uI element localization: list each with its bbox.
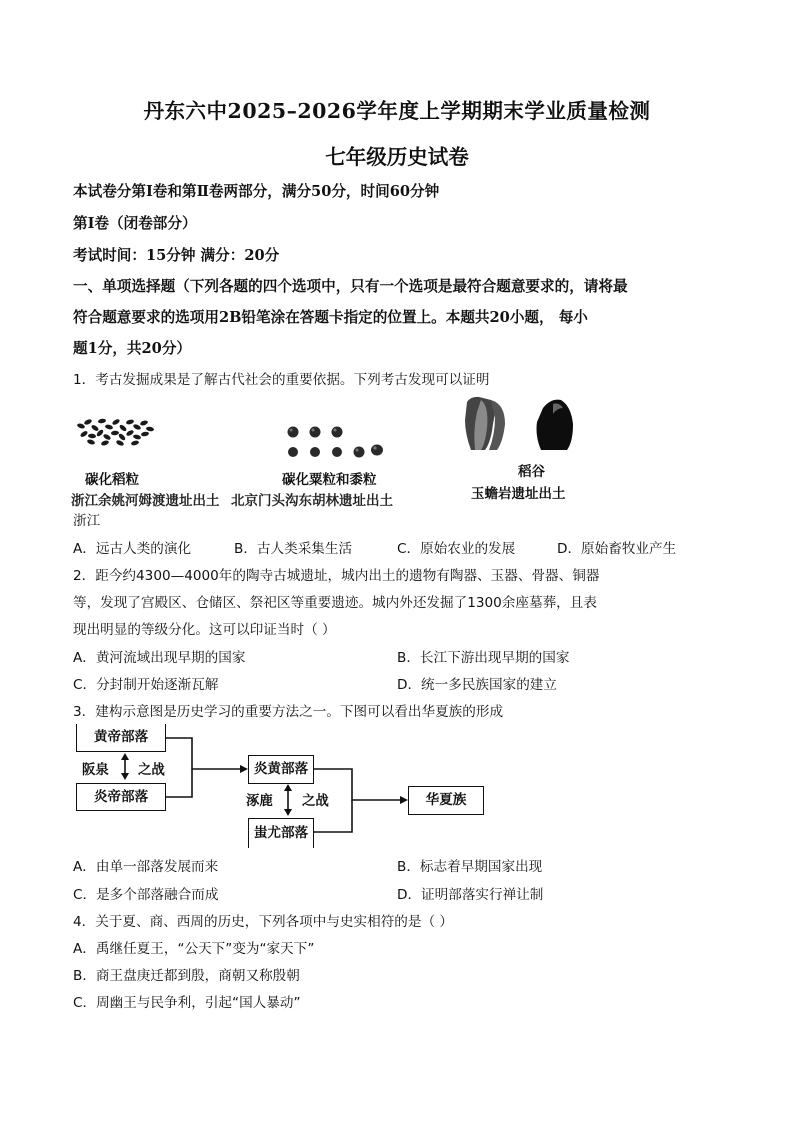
q4-stem: 4．关于夏、商、西周的历史，下列各项中与史实相符的是（ ） <box>73 914 453 930</box>
q2-option-c[interactable]: C．分封制开始逐渐瓦解 <box>73 677 219 693</box>
section-instruction-2: 符合题意要求的选项用2B铅笔涂在答题卡指定的位置上。本题共20小题， 每小 <box>73 309 588 326</box>
q1-stem: 1．考古发掘成果是了解古代社会的重要依据。下列考古发现可以证明 <box>73 372 490 388</box>
yanhuang-tribe-box: 炎黄部落 <box>248 755 314 784</box>
q2-stem-1: 2．距今约4300—4000年的陶寺古城遗址，城内出土的遗物有陶器、玉器、骨器、铜器 <box>73 568 600 584</box>
q3-option-c[interactable]: C．是多个部落融合而成 <box>73 887 219 903</box>
battle-zhuolu-label: 涿鹿 <box>246 793 273 809</box>
tribe-fusion-diagram <box>70 724 490 848</box>
battle-zhuolu-suffix: 之战 <box>302 793 329 809</box>
q2-option-b[interactable]: B．长江下游出现早期的国家 <box>397 650 570 666</box>
battle-banquan-label: 阪泉 <box>82 762 109 778</box>
intro-line-2: 第Ⅰ卷（闭卷部分） <box>73 215 197 232</box>
yandi-tribe-box: 炎帝部落 <box>76 783 166 811</box>
q1-option-c[interactable]: C．原始农业的发展 <box>397 541 516 557</box>
image-caption-3: 稻谷 <box>518 464 545 480</box>
image-source-2: 北京门头沟东胡林遗址出土 <box>231 493 393 509</box>
exam-title: 丹东六中2025–2026学年度上学期期末学业质量检测 <box>143 99 651 123</box>
chiyou-tribe-box: 蚩尤部落 <box>248 818 314 848</box>
q1-stem-cont: 浙江 <box>73 513 101 529</box>
section-instruction-3: 题1分，共20分） <box>73 340 192 357</box>
exam-subtitle: 七年级历史试卷 <box>325 145 469 169</box>
huaxia-people-box: 华夏族 <box>408 786 484 815</box>
carbonized-millet-grains-icon <box>285 422 385 462</box>
q1-option-d[interactable]: D．原始畜牧业产生 <box>557 541 677 557</box>
carbonized-rice-grains-icon <box>75 412 155 448</box>
image-source-1: 浙江余姚河姆渡遗址出土 <box>71 493 220 509</box>
q1-figure <box>71 392 713 509</box>
q2-stem-3: 现出明显的等级分化。这可以印证当时（ ） <box>73 622 336 638</box>
q3-option-d[interactable]: D．证明部落实行禅让制 <box>397 887 544 903</box>
battle-banquan-suffix: 之战 <box>138 762 165 778</box>
q3-option-b[interactable]: B．标志着早期国家出现 <box>397 859 543 875</box>
q4-option-c[interactable]: C．周幽王与民争利，引起“国人暴动” <box>73 995 301 1011</box>
section-instruction-1: 一、单项选择题（下列各题的四个选项中，只有一个选项是最符合题意要求的，请将最 <box>73 278 628 295</box>
q4-option-b[interactable]: B．商王盘庚迁都到殷，商朝又称殷朝 <box>73 968 300 984</box>
q3-option-a[interactable]: A．由单一部落发展而来 <box>73 859 219 875</box>
q4-option-a[interactable]: A．禹继任夏王，“公天下”变为“家天下” <box>73 941 315 957</box>
image-source-3: 玉蟾岩遗址出土 <box>471 486 566 502</box>
q2-stem-2: 等，发现了宫殿区、仓储区、祭祀区等重要遗迹。城内外还发掘了1300余座墓葬，且表 <box>73 595 597 611</box>
q2-option-d[interactable]: D．统一多民族国家的建立 <box>397 677 557 693</box>
q3-stem: 3．建构示意图是历史学习的重要方法之一。下图可以看出华夏族的形成 <box>73 704 504 720</box>
intro-line-3: 考试时间：15分钟 满分：20分 <box>73 247 280 264</box>
image-caption-1: 碳化稻粒 <box>85 472 139 488</box>
image-caption-2: 碳化粟粒和黍粒 <box>282 472 377 488</box>
q2-option-a[interactable]: A．黄河流域出现早期的国家 <box>73 650 246 666</box>
rice-husk-photo-icon <box>461 394 601 454</box>
huangdi-tribe-box: 黄帝部落 <box>76 724 166 752</box>
q1-option-b[interactable]: B．古人类采集生活 <box>234 541 353 557</box>
intro-line-1: 本试卷分第Ⅰ卷和第Ⅱ卷两部分，满分50分，时间60分钟 <box>73 183 440 200</box>
q1-option-a[interactable]: A．远古人类的演化 <box>73 541 192 557</box>
